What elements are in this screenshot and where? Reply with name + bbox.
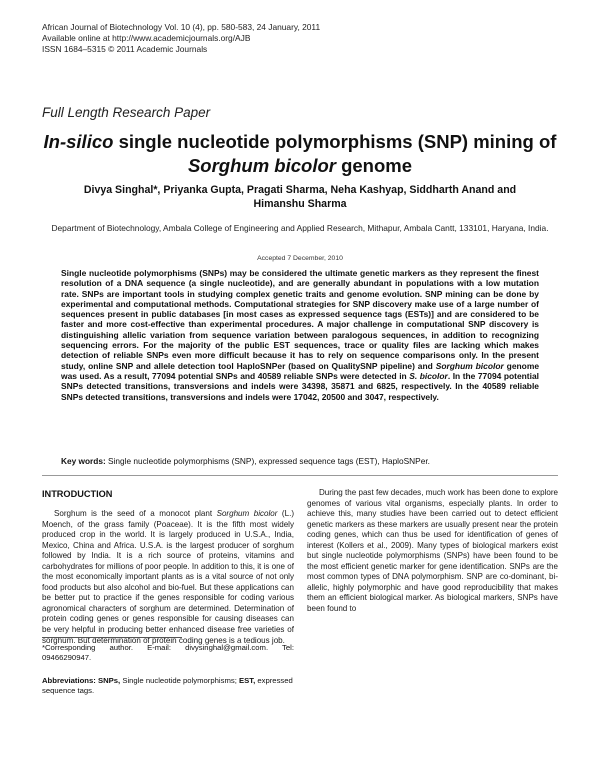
- introduction-heading: INTRODUCTION: [42, 489, 113, 499]
- intro-paragraph-2: During the past few decades, much work has been done to explore genomes of various vital organisms, especially plants. In order to achieve this, many studies have been carried out to detect efficient genetic markers as these markers are usually present near the protein coding genes, which can thus be used for identification of genes of interest (Kollers et al., 2009). Many types of biological markers exist but single nucleotide polymorphisms (SNPs) have been found to be the most efficient genetic marker for gene identification. SNPs are the most common types of DNA polymorphism. SNP are co-dominant, bi-allelic, highly polymorphic and have good reproducibility that makes them an efficient biological marker. As biological markers, SNPs have been found to: [307, 488, 558, 614]
- accepted-date: Accepted 7 December, 2010: [257, 255, 343, 262]
- title-italic-species: Sorghum bicolor: [187, 155, 336, 176]
- abstract-text-2: genome was used. As a result, 77094 potential SNPs and 40589 reliable SNPs were detected in: [61, 360, 540, 381]
- journal-url-line: Available online at http://www.academicjournals.org/AJB: [42, 33, 251, 43]
- keywords-text: Single nucleotide polymorphisms (SNP), expressed sequence tags (EST), HaploSNPer.: [105, 456, 430, 466]
- abbrev-text: Single nucleotide polymorphisms;: [120, 676, 239, 685]
- abstract-text-3: . In the 77094 potential SNPs detected transitions, transversions and indels were 34398, 35871 and 6825, respectively. In the 40589 reliable SNPs detected transitions, transversions and indels were 17042, 20500 and 3047, respectively.: [61, 370, 539, 402]
- abstract: [61, 268, 539, 402]
- abbrev-label: Abbreviations: SNPs,: [42, 676, 121, 685]
- intro-paragraph-1: [42, 509, 294, 646]
- keywords: [61, 456, 539, 467]
- corresponding-author-footnote: *Corresponding author. E-mail: divysinghal@gmail.com. Tel: 09466290947.: [42, 643, 294, 663]
- title-text-end: genome: [335, 155, 413, 176]
- title-italic-insilico: In-silico: [43, 131, 114, 152]
- footnote-rule: [42, 637, 182, 638]
- paper-type: Full Length Research Paper: [42, 105, 211, 120]
- body-column-left: [42, 509, 295, 645]
- paper-title: [30, 130, 570, 178]
- abstract-text: Single nucleotide polymorphisms (SNPs) may be considered the ultimate genetic markers as they represent the finest resolution of a DNA sequence (a single nucleotide), and are generally abundant in populations with a low mutation rate. SNPs are important tools in studying complex genetic traits and genome evolution. SNP mining can be done by experimental and computational methods. Computational strategies for SNP discovery make use of a large number of sequences present in public databases [in most cases as expressed sequence tags (ESTs)] and are considered to be faster and more cost-effective than experimental procedures. A major challenge in computational SNP discovery is distinguishing allelic variation from sequence variation between paralogous sequences, in addition to recognizing sequencing errors. For the majority of the public EST sequences, trace or quality files are lacking which makes detection of reliable SNPs even more difficult because it has to rely on sequence comparisons only. In the present study, online SNP and allele detection tool HaploSNPer (based on QualitySNP pipeline) and: [61, 268, 539, 371]
- title-text: single nucleotide polymorphisms (SNP) mining of: [113, 131, 557, 152]
- journal-citation: African Journal of Biotechnology Vol. 10 (4), pp. 580-583, 24 January, 2011: [42, 22, 321, 32]
- intro-p1-species: Sorghum bicolor: [216, 509, 278, 518]
- abbrev-text-2: expressed sequence tags.: [42, 676, 293, 696]
- intro-p1-text-2: (L.) Moench, of the grass family (Poaceae). It is the fifth most widely produced crop in the world. It is largely produced in U.S.A., India, Mexico, China and Africa. U.S.A. is the largest producer of sorghum followed by India. It is a rich source of proteins, vitamins and carbohydrates for millions of poor people. In addition to this, it is one of the most economically important plants as is a vital source of not only food products but also alcohol and bio-fuel. But these applications can be better put to practice if the genes responsible for coding various agronomical characters of sorghum are determined. Determination of protein coding genes or genes responsible for causing diseases can be very helpful in producing better enhanced disease free varieties of sorghum. But determination of protein coding genes is a tedious job.: [42, 509, 295, 645]
- abstract-species: Sorghum bicolor: [435, 360, 504, 371]
- body-column-right: [307, 488, 558, 615]
- keywords-label: Key words:: [61, 456, 106, 466]
- abstract-species-short: S. bicolor: [409, 370, 448, 381]
- section-divider: [42, 475, 558, 476]
- affiliation: Department of Biotechnology, Ambala College of Engineering and Applied Research, Mithapur, Ambala Cantt, 133101, Haryana, India.: [51, 223, 549, 233]
- intro-p1-text: Sorghum is the seed of a monocot plant: [54, 509, 217, 518]
- journal-header: [42, 22, 320, 55]
- journal-issn: ISSN 1684–5315 © 2011 Academic Journals: [42, 44, 208, 54]
- author-list: Divya Singhal*, Priyanka Gupta, Pragati Sharma, Neha Kashyap, Siddharth Anand and Himanshu Sharma: [83, 184, 517, 210]
- abbreviations-footnote: [42, 676, 294, 697]
- abbrev-label-2: EST,: [238, 676, 256, 685]
